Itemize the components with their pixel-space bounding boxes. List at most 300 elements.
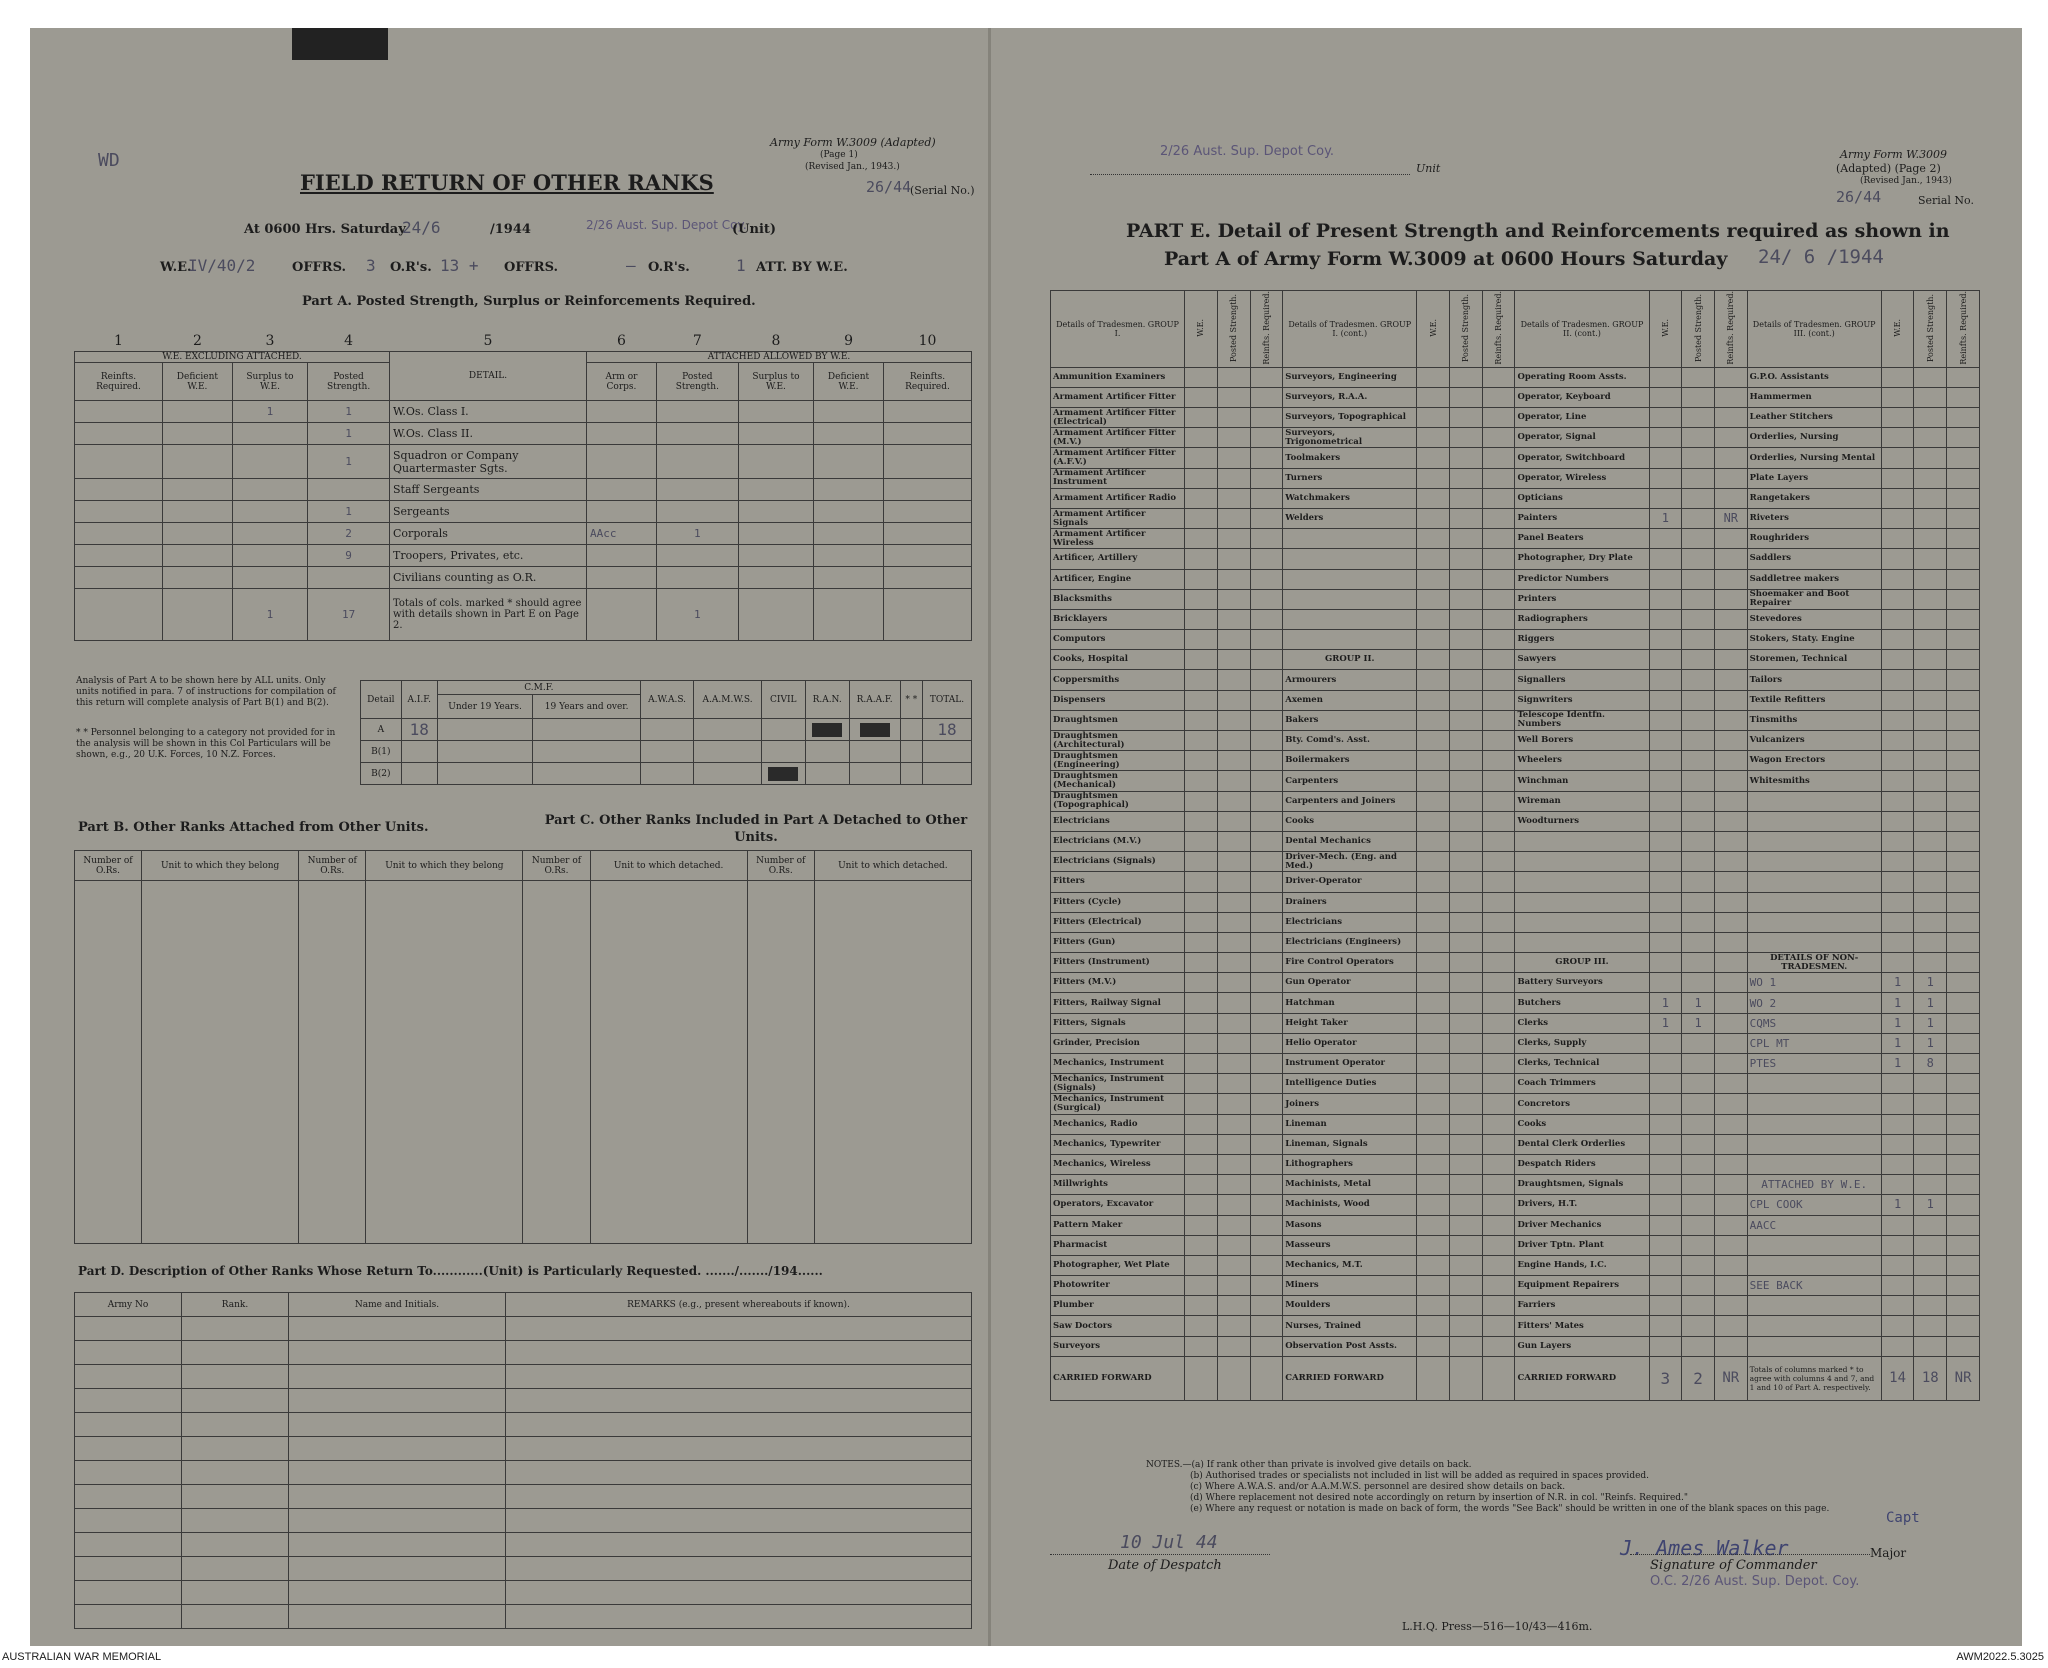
trade-cell: Artificer, Engine (1051, 569, 1185, 589)
count-cell (1450, 710, 1483, 730)
count-cell (1914, 1134, 1947, 1154)
count-cell (1714, 650, 1747, 670)
count-cell (1185, 751, 1218, 771)
count-cell (1217, 650, 1250, 670)
count-cell (1450, 670, 1483, 690)
count-cell (1714, 710, 1747, 730)
count-cell (1450, 1215, 1483, 1235)
count-cell (1649, 549, 1682, 569)
header-deficient-att: Deficient W.E. (814, 363, 884, 401)
count-cell (1682, 1033, 1715, 1053)
count-cell (1450, 589, 1483, 609)
count-cell (1914, 448, 1947, 468)
cell-surplus: 1 (232, 589, 307, 641)
table-row (1051, 892, 1980, 912)
count-cell (1714, 1033, 1747, 1053)
count-cell (1217, 791, 1250, 811)
count-cell (1417, 448, 1450, 468)
table-row (1051, 549, 1980, 569)
count-cell (1947, 1296, 1980, 1316)
cell-posted-att (656, 423, 738, 445)
trade-cell: Panel Beaters (1515, 529, 1649, 549)
count-cell (1250, 831, 1283, 851)
count-cell (1649, 932, 1682, 952)
count-cell (1714, 609, 1747, 629)
count-cell (1682, 650, 1715, 670)
trade-cell: Mechanics, Instrument (Surgical) (1051, 1094, 1185, 1114)
count-cell (1217, 872, 1250, 892)
count-cell (1450, 831, 1483, 851)
count-cell (1714, 1296, 1747, 1316)
count-cell (1881, 630, 1914, 650)
carried-forward-label: CARRIED FORWARD (1283, 1356, 1417, 1400)
trade-cell: Electricians (1283, 912, 1417, 932)
trade-cell: Cooks (1283, 811, 1417, 831)
trade-cell: Wagon Erectors (1747, 751, 1881, 771)
count-cell (1881, 1276, 1914, 1296)
count-cell (1185, 1235, 1218, 1255)
count-cell (1185, 1255, 1218, 1275)
trade-cell: Sawyers (1515, 650, 1649, 670)
count-cell (1250, 1235, 1283, 1255)
table-row (1051, 1175, 1980, 1195)
count-cell (1682, 529, 1715, 549)
count-cell (1682, 831, 1715, 851)
page-one (30, 28, 988, 1646)
count-cell (1185, 569, 1218, 589)
trade-cell: Armament Artificer Signals (1051, 508, 1185, 528)
count-cell (1649, 1316, 1682, 1336)
detail-header: DETAIL. (390, 352, 587, 401)
trade-cell: Draughtsmen (Engineering) (1051, 751, 1185, 771)
trade-cell: Electricians (M.V.) (1051, 831, 1185, 851)
count-cell (1482, 1276, 1515, 1296)
count-cell (1450, 569, 1483, 589)
count-cell (1417, 912, 1450, 932)
despatch-label: Date of Despatch (1108, 1558, 1222, 1573)
table-row (75, 567, 972, 589)
count-cell (1185, 1134, 1218, 1154)
trade-cell: Helio Operator (1283, 1033, 1417, 1053)
count-cell (1714, 993, 1747, 1013)
count-cell (1217, 408, 1250, 428)
count-cell (1682, 1195, 1715, 1215)
count-cell (1185, 710, 1218, 730)
count-cell (1914, 831, 1947, 851)
count-cell (1914, 932, 1947, 952)
count-cell (1682, 912, 1715, 932)
count-cell (1482, 1255, 1515, 1275)
count-cell (1947, 751, 1980, 771)
analysis-table (360, 680, 972, 785)
part-a-table (74, 330, 972, 641)
count-cell (1947, 932, 1980, 952)
count-cell (1714, 448, 1747, 468)
count-cell (1482, 448, 1515, 468)
table-row (1051, 448, 1980, 468)
trade-cell: Draughtsmen, Signals (1515, 1175, 1649, 1195)
count-cell (1881, 1154, 1914, 1174)
table-row (1051, 1235, 1980, 1255)
count-cell (1649, 791, 1682, 811)
count-cell (1250, 488, 1283, 508)
b-number: Number of O.Rs. (299, 851, 366, 881)
row-detail: Troopers, Privates, etc. (390, 545, 587, 567)
count-cell (1881, 488, 1914, 508)
count-cell (1217, 468, 1250, 488)
trade-cell: Mechanics, Typewriter (1051, 1134, 1185, 1154)
trade-cell: Bricklayers (1051, 609, 1185, 629)
row-detail: W.Os. Class II. (390, 423, 587, 445)
cell-surplus (232, 567, 307, 589)
count-cell (1417, 367, 1450, 387)
count-cell (1482, 1336, 1515, 1356)
count-cell (1217, 1033, 1250, 1053)
count-cell (1417, 1114, 1450, 1134)
count-cell (1914, 852, 1947, 872)
count-cell (1450, 811, 1483, 831)
cell-posted-att (656, 567, 738, 589)
count-cell (1450, 448, 1483, 468)
count-cell (1185, 1316, 1218, 1336)
count-cell (1649, 852, 1682, 872)
trade-cell: Fire Control Operators (1283, 953, 1417, 973)
trade-cell: Welders (1283, 508, 1417, 528)
trade-cell: Woodturners (1515, 811, 1649, 831)
trade-cell: Mechanics, Instrument (1051, 1054, 1185, 1074)
count-cell (1250, 1033, 1283, 1053)
cell-posted: 17 (308, 589, 390, 641)
count-cell (1649, 428, 1682, 448)
trade-cell (1747, 811, 1881, 831)
count-cell (1682, 751, 1715, 771)
table-row (1051, 1336, 1980, 1356)
count-cell (1947, 609, 1980, 629)
count-cell (1881, 872, 1914, 892)
trade-cell: Miners (1283, 1276, 1417, 1296)
count-cell (1947, 1134, 1980, 1154)
table-row (75, 445, 972, 479)
col-number: 9 (814, 330, 884, 352)
count-cell (1881, 1316, 1914, 1336)
trade-cell: Intelligence Duties (1283, 1074, 1417, 1094)
count-cell (1250, 367, 1283, 387)
table-row (75, 423, 972, 445)
count-cell (1947, 993, 1980, 1013)
trade-cell: WO 1 (1747, 973, 1881, 993)
count-cell (1714, 387, 1747, 407)
count-cell (1649, 1235, 1682, 1255)
trade-cell: GROUP II. (1283, 650, 1417, 670)
count-cell (1450, 690, 1483, 710)
count-cell (1649, 831, 1682, 851)
count-cell (1250, 387, 1283, 407)
count-cell (1185, 387, 1218, 407)
count-cell (1947, 589, 1980, 609)
count-cell (1482, 408, 1515, 428)
trade-cell: Engine Hands, I.C. (1515, 1255, 1649, 1275)
trade-cell: Vulcanizers (1747, 731, 1881, 751)
count-cell (1250, 428, 1283, 448)
trade-cell (1747, 1336, 1881, 1356)
cell-posted: 2 (308, 523, 390, 545)
count-cell (1649, 468, 1682, 488)
table-row (1051, 468, 1980, 488)
redaction (768, 767, 798, 781)
count-cell (1185, 1336, 1218, 1356)
count-cell (1649, 811, 1682, 831)
count-cell (1714, 630, 1747, 650)
count-cell (1682, 609, 1715, 629)
cmf-19-over: 19 Years and over. (533, 695, 641, 719)
table-row (1051, 993, 1980, 1013)
count-cell (1450, 1114, 1483, 1134)
count-cell (1649, 751, 1682, 771)
trade-cell: Equipment Repairers (1515, 1276, 1649, 1296)
table-row (1051, 751, 1980, 771)
count-cell (1185, 1114, 1218, 1134)
signature-line (1630, 1554, 1870, 1555)
trade-cell: Driver Tptn. Plant (1515, 1235, 1649, 1255)
trade-cell: Signallers (1515, 670, 1649, 690)
group-iii-cont-header: Details of Tradesmen. GROUP III. (cont.) (1747, 291, 1881, 368)
count-cell (1417, 1235, 1450, 1255)
count-cell (1947, 1255, 1980, 1275)
trade-cell: Bty. Comd's. Asst. (1283, 731, 1417, 751)
count-cell: 1 (1914, 1033, 1947, 1053)
count-cell (1250, 932, 1283, 952)
row-detail: Sergeants (390, 501, 587, 523)
count-cell (1914, 1235, 1947, 1255)
trade-cell: Textile Refitters (1747, 690, 1881, 710)
c-unit: Unit to which detached. (590, 851, 747, 881)
trade-cell: Hammermen (1747, 387, 1881, 407)
count-cell (1649, 912, 1682, 932)
trade-cell: Fitters, Railway Signal (1051, 993, 1185, 1013)
count-cell (1450, 953, 1483, 973)
count-cell (1450, 1013, 1483, 1033)
count-cell (1185, 1296, 1218, 1316)
count-cell (1450, 428, 1483, 448)
count-cell (1450, 529, 1483, 549)
count-cell (1914, 387, 1947, 407)
count-cell (1217, 932, 1250, 952)
count-cell: 1 (1649, 1013, 1682, 1033)
count-cell (1185, 771, 1218, 791)
count-cell (1185, 872, 1218, 892)
count-cell (1217, 367, 1250, 387)
count-cell (1450, 1195, 1483, 1215)
count-cell (1482, 751, 1515, 771)
count-cell (1450, 791, 1483, 811)
trade-cell: Signwriters (1515, 690, 1649, 710)
table-row (1051, 1033, 1980, 1053)
count-cell (1881, 1215, 1914, 1235)
count-cell (1881, 650, 1914, 670)
count-cell (1185, 1154, 1218, 1174)
we-header: W.E. (1893, 318, 1903, 337)
row-detail: Totals of cols. marked * should agree with details shown in Part E on Page 2. (390, 589, 587, 641)
d-army-no: Army No (75, 1293, 182, 1317)
count-cell: 1 (1881, 993, 1914, 1013)
count-cell: 1 (1881, 1013, 1914, 1033)
count-cell (1649, 892, 1682, 912)
cell-surplus (232, 501, 307, 523)
cell-surplus (232, 445, 307, 479)
count-cell (1450, 488, 1483, 508)
count-cell (1914, 731, 1947, 751)
trade-cell: Driver Mechanics (1515, 1215, 1649, 1235)
count-cell (1947, 650, 1980, 670)
count-cell (1417, 609, 1450, 629)
count-cell (1914, 811, 1947, 831)
count-cell (1947, 690, 1980, 710)
count-cell (1714, 731, 1747, 751)
posted-header: Posted Strength. (1461, 293, 1471, 362)
count-cell (1450, 468, 1483, 488)
count-cell (1649, 1074, 1682, 1094)
unit-line (1090, 174, 1410, 175)
trade-cell: Instrument Operator (1283, 1054, 1417, 1074)
trade-cell: Plate Layers (1747, 468, 1881, 488)
table-row (1051, 1215, 1980, 1235)
table-row (1051, 1094, 1980, 1114)
count-cell (1947, 1154, 1980, 1174)
count-cell (1947, 710, 1980, 730)
trade-cell: Mechanics, Instrument (Signals) (1051, 1074, 1185, 1094)
count-cell (1217, 1054, 1250, 1074)
count-cell (1217, 751, 1250, 771)
count-cell (1450, 650, 1483, 670)
count-cell (1185, 549, 1218, 569)
count-cell (1250, 690, 1283, 710)
trade-cell (1747, 1094, 1881, 1114)
count-cell (1649, 1114, 1682, 1134)
count-cell (1450, 1235, 1483, 1255)
trade-cell (1747, 831, 1881, 851)
count-cell (1947, 912, 1980, 932)
table-row (1051, 831, 1980, 851)
count-cell (1649, 872, 1682, 892)
count-cell (1185, 650, 1218, 670)
table-row (75, 523, 972, 545)
count-cell (1881, 569, 1914, 589)
count-cell (1649, 1195, 1682, 1215)
count-cell (1250, 751, 1283, 771)
col-number: 2 (162, 330, 232, 352)
we-header: W.E. (1196, 318, 1206, 337)
trade-cell: Armament Artificer Fitter (1051, 387, 1185, 407)
trade-cell (1747, 1114, 1881, 1134)
cell-surplus (232, 523, 307, 545)
table-row (1051, 1054, 1980, 1074)
count-cell (1217, 1316, 1250, 1336)
trade-cell: Wireman (1515, 791, 1649, 811)
count-cell (1649, 1276, 1682, 1296)
count-cell (1682, 1235, 1715, 1255)
page-number: (Page 1) (820, 150, 858, 160)
trade-cell: Radiographers (1515, 609, 1649, 629)
trade-cell: Orderlies, Nursing Mental (1747, 448, 1881, 468)
trade-cell: Mechanics, M.T. (1283, 1255, 1417, 1275)
count-cell (1714, 468, 1747, 488)
count-cell (1217, 1336, 1250, 1356)
corner-mark: WD (98, 150, 120, 171)
count-cell (1482, 1154, 1515, 1174)
count-cell (1450, 1054, 1483, 1074)
note-line: (b) Authorised trades or specialists not included in list will be added as required in spaces provided. (1190, 1471, 1650, 1481)
count-cell (1250, 1255, 1283, 1275)
count-cell (1947, 1276, 1980, 1296)
count-cell (1482, 1054, 1515, 1074)
count-cell (1649, 1054, 1682, 1074)
count-cell (1417, 1336, 1450, 1356)
trade-cell: Photographer, Wet Plate (1051, 1255, 1185, 1275)
note-line: (c) Where A.W.A.S. and/or A.A.M.W.S. personnel are desired show details on back. (1190, 1482, 1566, 1492)
count-cell (1185, 811, 1218, 831)
count-cell (1881, 408, 1914, 428)
unit-label: (Unit) (732, 222, 777, 237)
table-row (75, 479, 972, 501)
trade-cell: Saddlers (1747, 549, 1881, 569)
count-cell (1649, 529, 1682, 549)
printer-line: L.H.Q. Press—516—10/43—416m. (1402, 1620, 1593, 1633)
count-cell (1250, 589, 1283, 609)
page-number: (Adapted) (Page 2) (1836, 162, 1941, 175)
trade-cell: Operating Room Assts. (1515, 367, 1649, 387)
count-cell (1450, 872, 1483, 892)
cell-arm (587, 479, 657, 501)
trade-cell: Bakers (1283, 710, 1417, 730)
trade-cell: Rangetakers (1747, 488, 1881, 508)
trade-cell: AACC (1747, 1215, 1881, 1235)
count-cell (1881, 771, 1914, 791)
trade-cell: Ammunition Examiners (1051, 367, 1185, 387)
table-row (1051, 690, 1980, 710)
count-cell (1417, 932, 1450, 952)
personnel-note: * * Personnel belonging to a category not provided for in the analysis will be shown in this Col Particulars will be shown, e.g., 20 U.K. Forces, 10 N.Z. Forces. (76, 728, 336, 760)
count-cell (1682, 408, 1715, 428)
analysis-row-label: B(2) (361, 763, 402, 785)
trade-cell: Watchmakers (1283, 488, 1417, 508)
count-cell (1682, 690, 1715, 710)
trade-cell: Fitters (Gun) (1051, 932, 1185, 952)
parts-bc-table (74, 850, 972, 1244)
part-e-table (1050, 290, 1980, 1401)
count-cell (1682, 771, 1715, 791)
notes (1146, 1460, 1829, 1515)
count-cell (1682, 448, 1715, 468)
table-row (1051, 609, 1980, 629)
count-cell (1947, 1054, 1980, 1074)
trade-cell: Saw Doctors (1051, 1316, 1185, 1336)
count-cell (1217, 589, 1250, 609)
count-cell (1217, 1094, 1250, 1114)
cf-reinfts: NR (1947, 1356, 1980, 1400)
count-cell (1185, 852, 1218, 872)
count-cell (1649, 771, 1682, 791)
col-number: 3 (232, 330, 307, 352)
count-cell (1417, 791, 1450, 811)
trade-cell: Operator, Wireless (1515, 468, 1649, 488)
trade-cell: Masons (1283, 1215, 1417, 1235)
count-cell (1417, 751, 1450, 771)
count-cell (1714, 1154, 1747, 1174)
header-posted: Posted Strength. (308, 363, 390, 401)
count-cell (1881, 448, 1914, 468)
at-line: At 0600 Hrs. Saturday (244, 222, 406, 237)
count-cell (1417, 1094, 1450, 1114)
